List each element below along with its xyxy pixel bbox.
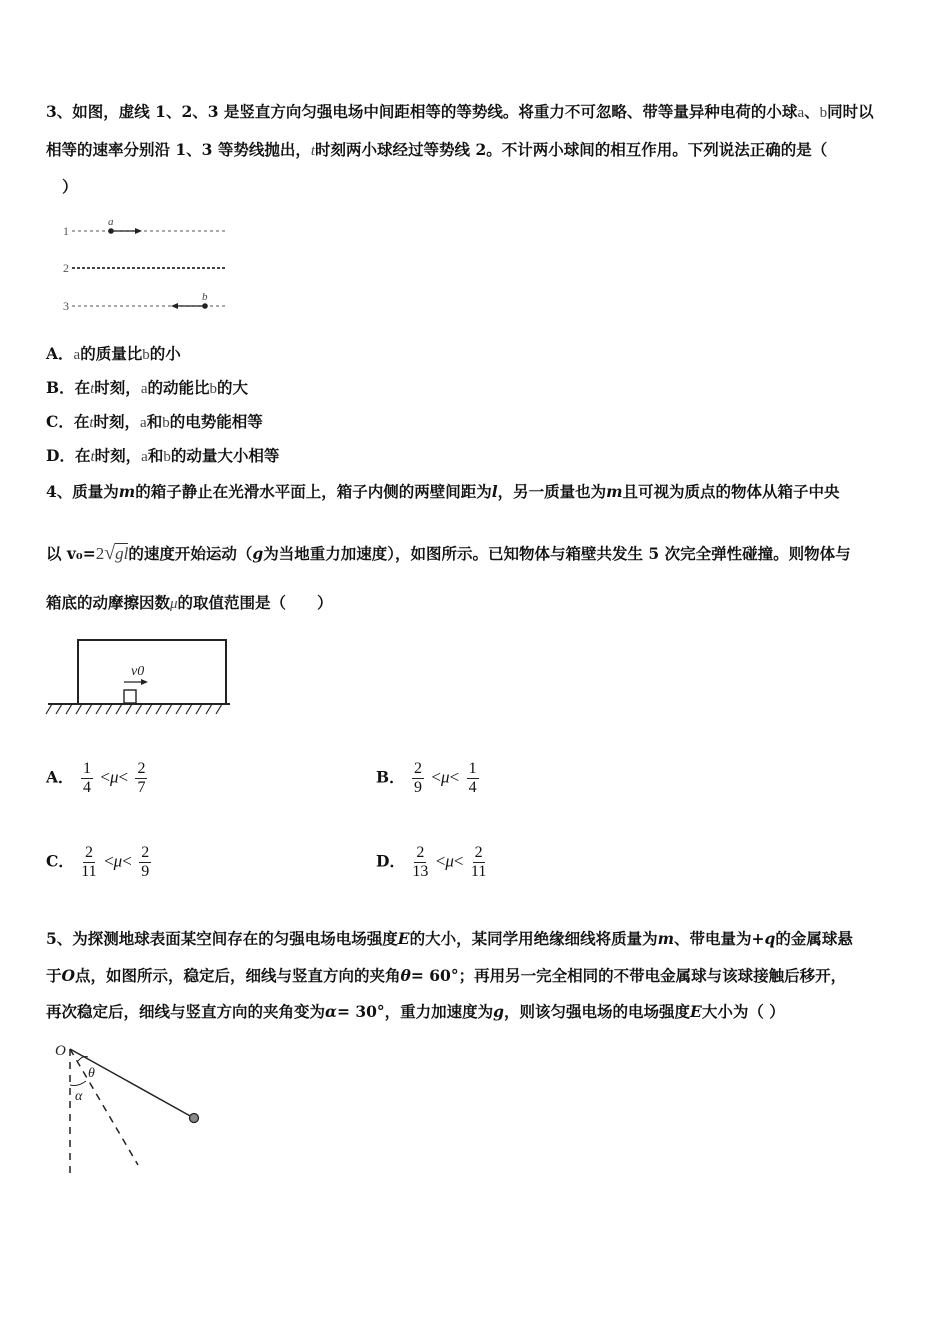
fraction: $\frac{1}{4}$ [468, 760, 477, 796]
string [70, 1049, 192, 1117]
fraction: $\frac{2}{9}$ [141, 844, 150, 880]
q4-stem-line3: 箱底的动摩擦因数μ的取值范围是（ ） [46, 593, 333, 612]
fraction: $\frac{2}{7}$ [137, 760, 146, 796]
v0-formula: 2√gl [95, 542, 129, 564]
box [78, 640, 226, 704]
q3-option-b[interactable]: B．在t时刻，a的动能比b的大 [46, 378, 249, 397]
q5-stem-line1: 5、为探测地球表面某空间存在的匀强电场电场强度E的大小，某同学用绝缘细线将质量为m、带电量为+q的金属球悬 [46, 929, 853, 948]
fraction: $\frac{1}{4}$ [82, 760, 91, 796]
q4-stem-line2: 以 v₀=2√gl的速度开始运动（g为当地重力加速度），如图所示。已知物体与箱壁共发生 5 次完全弹性碰撞。则物体与 [46, 542, 851, 564]
q4-stem-line1: 4、质量为m的箱子静止在光滑水平面上，箱子内侧的两壁间距为l，另一质量也为m且可视为质点的物体从箱子中央 [46, 482, 840, 501]
q5-stem-line2: 于O点，如图所示，稳定后，细线与竖直方向的夹角θ= 60°；再用另一完全相同的不带电金属球与该球接触后移开， [46, 966, 847, 985]
alpha-arc [70, 1081, 86, 1086]
ball-b-label: b [202, 291, 208, 303]
line-label-3: 3 [63, 299, 69, 313]
ball-b-arrow [171, 303, 178, 309]
q3-equipotential-figure [60, 210, 240, 320]
pivot-label-O: O [55, 1043, 66, 1059]
q3-stem-line2: 相等的速率分别沿 1、3 等势线抛出，t时刻两小球经过等势线 2。不计两小球间的相互作用。下列说法正确的是（ [46, 140, 828, 159]
fraction: $\frac{2}{13}$ [412, 844, 429, 880]
fraction: $\frac{2}{11}$ [470, 844, 487, 880]
q3-option-a[interactable]: A．a的质量比b的小 [46, 344, 181, 363]
fraction: $\frac{2}{9}$ [414, 760, 423, 796]
v0-arrow-head [141, 679, 148, 685]
metal-ball [190, 1114, 199, 1123]
q4-option-a[interactable]: A． $\frac{1}{4}$ <μ< $\frac{2}{7}$ [46, 760, 146, 796]
q4-option-c[interactable]: C． $\frac{2}{11}$ <μ< $\frac{2}{9}$ [46, 844, 150, 880]
line-label-1: 1 [63, 224, 69, 238]
q4-option-d[interactable]: D． $\frac{2}{13}$ <μ< $\frac{2}{11}$ [376, 844, 487, 880]
theta-label: θ [88, 1066, 95, 1081]
ball-a-arrow [135, 228, 142, 234]
line-label-2: 2 [63, 261, 69, 275]
second-string-position [70, 1049, 138, 1165]
small-block [124, 690, 136, 703]
q5-pendulum-figure [50, 1035, 220, 1180]
q3-option-d[interactable]: D．在t时刻，a和b的动量大小相等 [46, 446, 280, 465]
q4-option-b[interactable]: B． $\frac{2}{9}$ <μ< $\frac{1}{4}$ [376, 760, 477, 796]
q3-stem-line1: 3、如图，虚线 1、2、3 是竖直方向匀强电场中间距相等的等势线。将重力不可忽略、带等量异种电荷的小球a、b同时以 [46, 102, 874, 121]
q3-option-c[interactable]: C．在t时刻，a和b的电势能相等 [46, 412, 263, 431]
v0-label: v0 [131, 664, 145, 679]
q3-stem-line3: ） [62, 177, 78, 196]
q5-stem-line3: 再次稳定后，细线与竖直方向的夹角变为α= 30°，重力加速度为g，则该匀强电场的电场强度E大小为（ ） [46, 1002, 785, 1021]
ground-hatching [46, 704, 222, 714]
alpha-label: α [75, 1089, 83, 1104]
ball-a-label: a [108, 216, 114, 228]
q4-box-figure [44, 635, 234, 720]
fraction: $\frac{2}{11}$ [81, 844, 97, 880]
